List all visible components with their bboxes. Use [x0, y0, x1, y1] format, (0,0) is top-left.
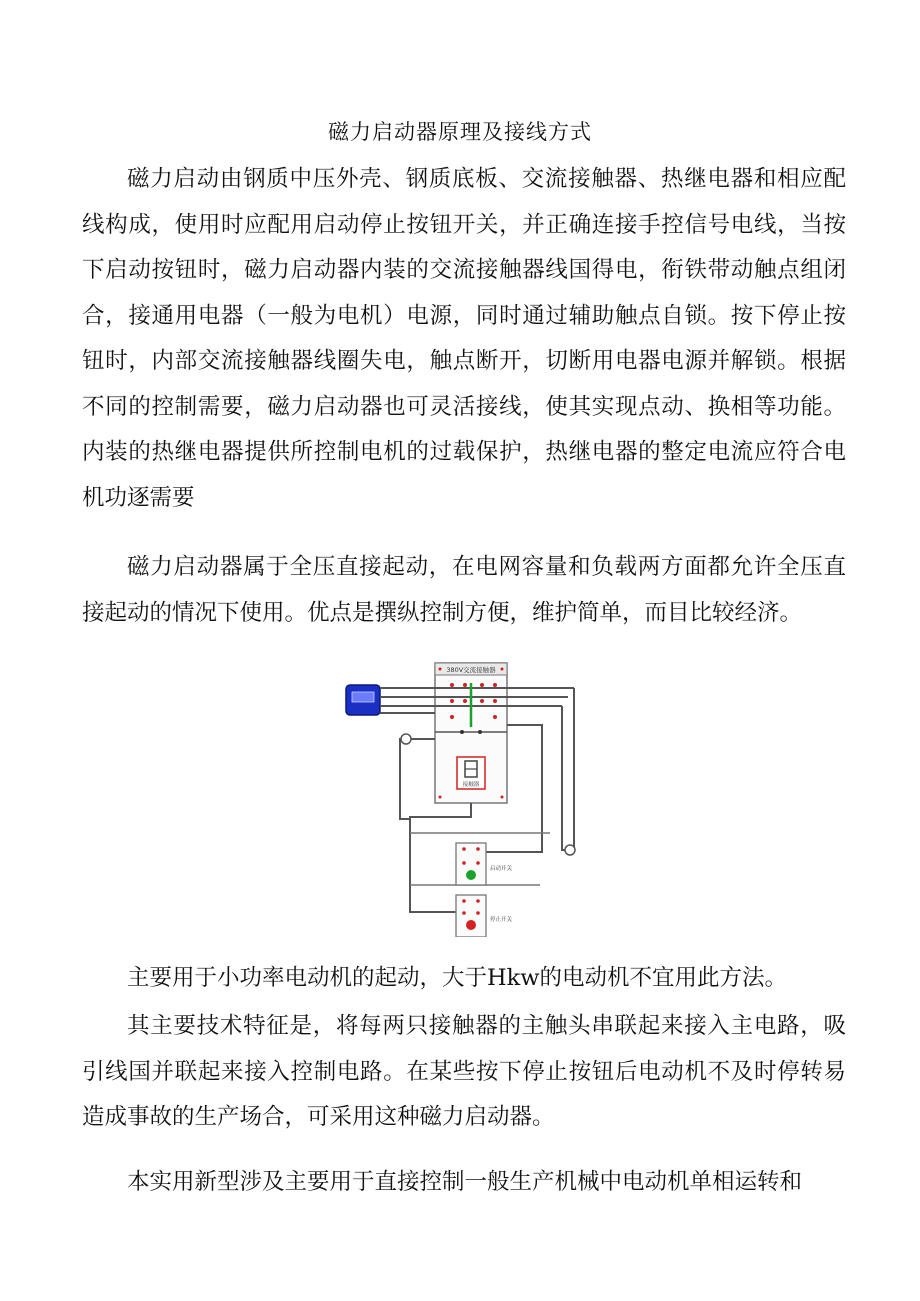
stop-switch — [456, 895, 486, 937]
contact-dot — [480, 699, 484, 703]
paragraph-5: 本实用新型涉及主要用于直接控制一般生产机械中电动机单相运转和 — [127, 1169, 803, 1195]
contactor-label: 380V交流接触器 — [446, 666, 496, 674]
contact-dot — [480, 683, 484, 687]
start-button-icon — [466, 870, 476, 880]
stop-button-icon — [466, 920, 476, 930]
wiring-diagram-svg — [340, 657, 580, 937]
contact-dot — [493, 699, 497, 703]
contact-dot — [450, 699, 454, 703]
terminal-icon — [401, 734, 411, 744]
aux-contact-dot — [460, 730, 464, 734]
contact-dot — [450, 715, 454, 719]
contact-dot — [493, 715, 497, 719]
aux-contact-dot — [478, 730, 482, 734]
corner-screw — [501, 796, 504, 799]
control-wire-left — [400, 739, 435, 819]
corner-screw — [439, 668, 442, 671]
document-title: 磁力启动器原理及接线方式 — [328, 120, 592, 144]
control-wire-rail — [562, 706, 574, 850]
wiring-diagram — [340, 657, 580, 937]
paragraph-4: 其主要技术特征是，将每两只接触器的主触头串联起来接入主电路，吸引线国并联起来接入控制电路。在某些按下停止按钮后电动机不及时停转易造成事故的生产场合，可采用这种磁力启动器。 — [82, 1013, 846, 1130]
contact-dot — [450, 683, 454, 687]
contact-dot — [493, 683, 497, 687]
corner-screw — [439, 796, 442, 799]
contact-dot — [463, 683, 467, 687]
paragraph-3: 主要用于小功率电动机的起动，大于Hkw的电动机不宜用此方法。 — [127, 965, 788, 991]
motor-nameplate-icon — [352, 692, 374, 702]
contact-dot — [463, 699, 467, 703]
terminal-icon — [565, 845, 575, 855]
paragraph-2: 磁力启动器属于全压直接起动，在电网容量和负载两方面都允许全压直接起动的情况下使用。优点是撰纵控制方便，维护简单，而目比较经济。 — [82, 554, 846, 626]
coil-label: 接触器 — [462, 782, 480, 788]
start-switch-label: 启动开关 — [490, 866, 513, 872]
stop-switch-label: 停止开关 — [490, 917, 513, 923]
corner-screw — [501, 668, 504, 671]
paragraph-1: 磁力启动由钢质中压外壳、钢质底板、交流接触器、热继电器和相应配线构成，使用时应配用启动停止按钮开关，并正确连接手控信号电线，当按下启动按钮时，磁力启动器内装的交流接触器线国得电，衔铁带动触点组闭合，接通用电器（一般为电机）电源，同时通过辅助触点自锁。按下停止按钮时，内部交流接触器线圈失电，触点断开，切断用电器电源并解锁。根据不同的控制需要，磁力启动器也可灵活接线，使其实现点动、换相等功能。内装的热继电器提供所控制电机的过载保护，热继电器的整定电流应符合电机功逐需要 — [82, 166, 846, 511]
